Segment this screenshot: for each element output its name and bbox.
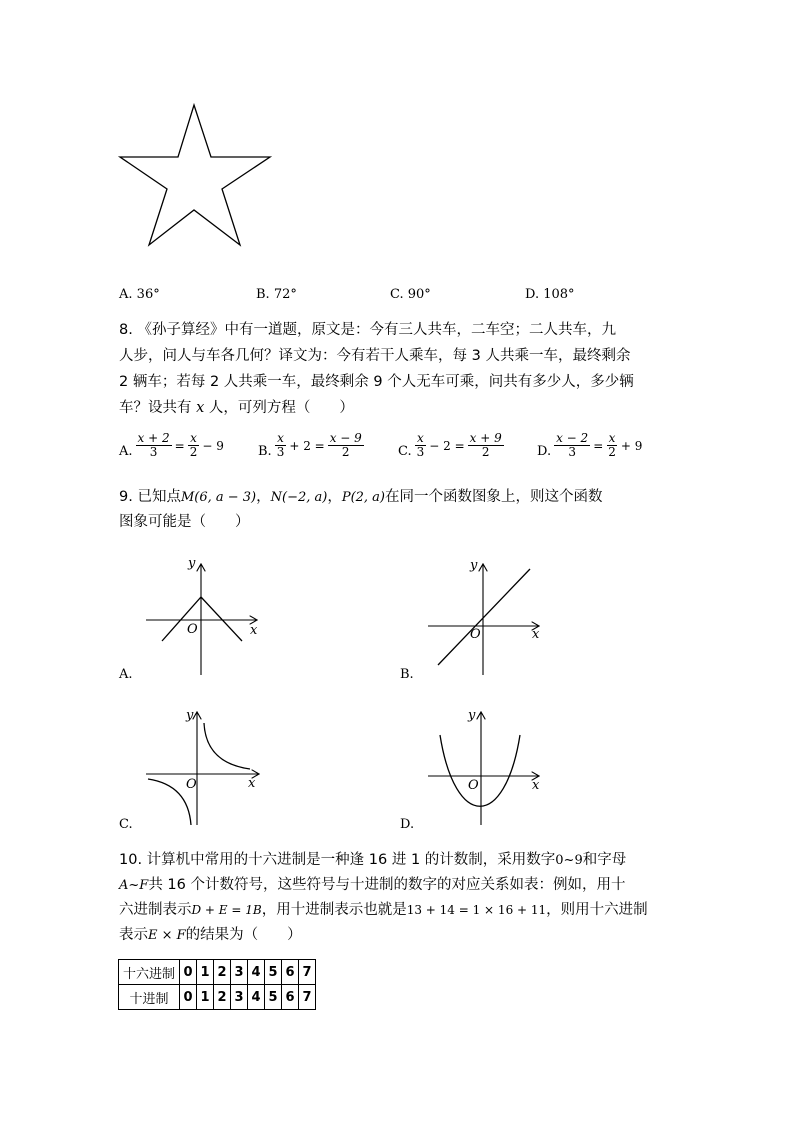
- table-cell: 5: [265, 985, 282, 1010]
- table-cell: 4: [248, 960, 265, 985]
- q8-option-d[interactable]: [537, 432, 642, 459]
- table-cell: 3: [231, 985, 248, 1010]
- q8-line-1: 8. 《孙子算经》中有一道题，原文是：今有三人共车，二车空；二人共车，九: [119, 322, 616, 338]
- text: ，: [327, 489, 342, 505]
- numerator: x + 9: [469, 431, 502, 445]
- numerator: x: [190, 431, 197, 445]
- option-letter: D.: [525, 287, 540, 302]
- fraction: [415, 432, 427, 459]
- fraction: [606, 432, 618, 459]
- q8-option-c[interactable]: [398, 432, 504, 459]
- equation: [119, 432, 224, 459]
- q9-line-2: 图象可能是（ ）: [119, 514, 250, 530]
- q10-line-3: [119, 898, 648, 923]
- numerator: x: [608, 431, 616, 445]
- q7-option-d[interactable]: [525, 282, 575, 307]
- text: 六进制表示: [119, 902, 192, 918]
- graph-c: [140, 705, 270, 830]
- range: 0~9: [555, 853, 583, 868]
- text: 人，可列方程（ ）: [204, 400, 354, 416]
- q8-line-4: [119, 396, 354, 421]
- fraction: [275, 432, 287, 459]
- axis-y-label: y: [186, 708, 194, 723]
- operator: =: [593, 438, 604, 453]
- numerator: x: [417, 431, 424, 445]
- graph-b: [420, 555, 550, 680]
- q9-option-b[interactable]: B.: [400, 667, 414, 682]
- hex-decimal-table: [118, 959, 316, 1010]
- q8-option-b[interactable]: [258, 432, 364, 459]
- fraction: [136, 432, 172, 459]
- text: 车？设共有: [119, 400, 197, 416]
- q7-option-b[interactable]: [256, 282, 297, 307]
- axis-x-label: x: [248, 776, 256, 791]
- option-letter: C.: [398, 444, 412, 459]
- origin-label: O: [186, 777, 197, 792]
- equation: [398, 432, 504, 459]
- equation: [258, 432, 364, 459]
- star-figure: [110, 100, 285, 255]
- numerator: x − 2: [556, 431, 589, 445]
- option-text: 108°: [543, 287, 575, 302]
- row-header: 十进制: [119, 985, 180, 1010]
- q10-line-2: [119, 873, 625, 898]
- text: 和字母: [582, 852, 627, 868]
- expression: 13 + 14 = 1 × 16 + 11: [406, 903, 547, 917]
- denominator: 2: [189, 445, 198, 459]
- numerator: x − 9: [329, 431, 362, 445]
- denominator: 2: [481, 445, 490, 459]
- table-row: [119, 985, 316, 1010]
- expression: D + E = 1B: [191, 903, 262, 917]
- variable: x: [196, 400, 205, 416]
- option-letter: C.: [390, 287, 404, 302]
- table-cell: 6: [282, 985, 299, 1010]
- q9-option-d[interactable]: D.: [400, 817, 415, 832]
- expression: E × F: [148, 928, 186, 943]
- point-m: M(6, a − 3): [180, 490, 257, 505]
- q8-option-a[interactable]: [119, 432, 224, 459]
- numerator: x: [277, 431, 284, 445]
- q10-line-4: [119, 923, 302, 948]
- table-cell: 1: [197, 960, 214, 985]
- option-letter: D.: [537, 444, 552, 459]
- option-text: 36°: [136, 287, 160, 302]
- table-cell: 7: [299, 985, 316, 1010]
- option-letter: A.: [119, 287, 133, 302]
- table-cell: 3: [231, 960, 248, 985]
- option-letter: B.: [256, 287, 270, 302]
- q7-option-a[interactable]: [119, 282, 160, 307]
- axis-y-label: y: [470, 558, 478, 573]
- axis-y-label: y: [188, 556, 196, 571]
- text: 10. 计算机中常用的十六进制是一种逢 16 进 1 的计数制，采用数字: [119, 852, 556, 868]
- text: ，用十进制表示也就是: [261, 902, 407, 918]
- operator: − 9: [202, 438, 224, 453]
- point-n: N(−2, a): [270, 490, 328, 505]
- q9-option-a[interactable]: A.: [119, 667, 133, 682]
- option-text: 90°: [407, 287, 431, 302]
- text: ，: [256, 489, 271, 505]
- operator: =: [174, 438, 185, 453]
- q9-line-1: [119, 485, 603, 510]
- operator: − 2 =: [429, 438, 465, 453]
- axis-y-label: y: [468, 708, 476, 723]
- numerator: x + 2: [137, 431, 170, 445]
- equation: [537, 432, 642, 459]
- table-cell: 1: [197, 985, 214, 1010]
- table-cell: 4: [248, 985, 265, 1010]
- table-cell: 6: [282, 960, 299, 985]
- text: ，则用十六进制: [546, 902, 648, 918]
- fraction: [554, 432, 590, 459]
- table-cell: 0: [180, 960, 197, 985]
- table-cell: 2: [214, 960, 231, 985]
- table-row: [119, 960, 316, 985]
- denominator: 3: [276, 445, 285, 459]
- graph-d: [420, 705, 550, 830]
- point-p: P(2, a): [341, 490, 386, 505]
- denominator: 2: [608, 445, 616, 459]
- table-cell: 5: [265, 960, 282, 985]
- fraction: [188, 432, 200, 459]
- table-cell: 2: [214, 985, 231, 1010]
- table-cell: 0: [180, 985, 197, 1010]
- denominator: 3: [416, 445, 425, 459]
- operator: + 9: [620, 438, 643, 453]
- denominator: 2: [341, 445, 350, 459]
- range: A~F: [119, 878, 149, 893]
- row-header: 十六进制: [119, 960, 180, 985]
- text: 9. 已知点: [119, 489, 181, 505]
- option-letter: A.: [119, 444, 133, 459]
- q9-option-c[interactable]: C.: [119, 817, 133, 832]
- denominator: 3: [149, 445, 158, 459]
- fraction: [468, 432, 504, 459]
- q10-line-1: [119, 848, 626, 873]
- q7-option-c[interactable]: [390, 282, 431, 307]
- operator: + 2 =: [289, 438, 325, 453]
- option-text: 72°: [273, 287, 297, 302]
- text: 表示: [119, 927, 148, 943]
- q8-line-2: 人步，问人与车各几何？译文为：今有若干人乘车，每 3 人共乘一车，最终剩余: [119, 348, 631, 364]
- origin-label: O: [187, 622, 198, 637]
- graph-a: [140, 555, 270, 680]
- origin-label: O: [468, 778, 479, 793]
- axis-x-label: x: [250, 623, 258, 638]
- denominator: 3: [568, 445, 576, 459]
- fraction: [328, 432, 364, 459]
- text: 在同一个函数图象上，则这个函数: [385, 489, 603, 505]
- option-letter: B.: [258, 444, 272, 459]
- text: 的结果为（ ）: [185, 927, 302, 943]
- origin-label: O: [470, 627, 481, 642]
- axis-x-label: x: [532, 627, 540, 642]
- table-cell: 7: [299, 960, 316, 985]
- q8-line-3: 2 辆车；若每 2 人共乘一车，最终剩余 9 个人无车可乘，问共有多少人，多少辆: [119, 374, 634, 390]
- text: 共 16 个计数符号，这些符号与十进制的数字的对应关系如表：例如，用十: [148, 877, 626, 893]
- axis-x-label: x: [532, 778, 540, 793]
